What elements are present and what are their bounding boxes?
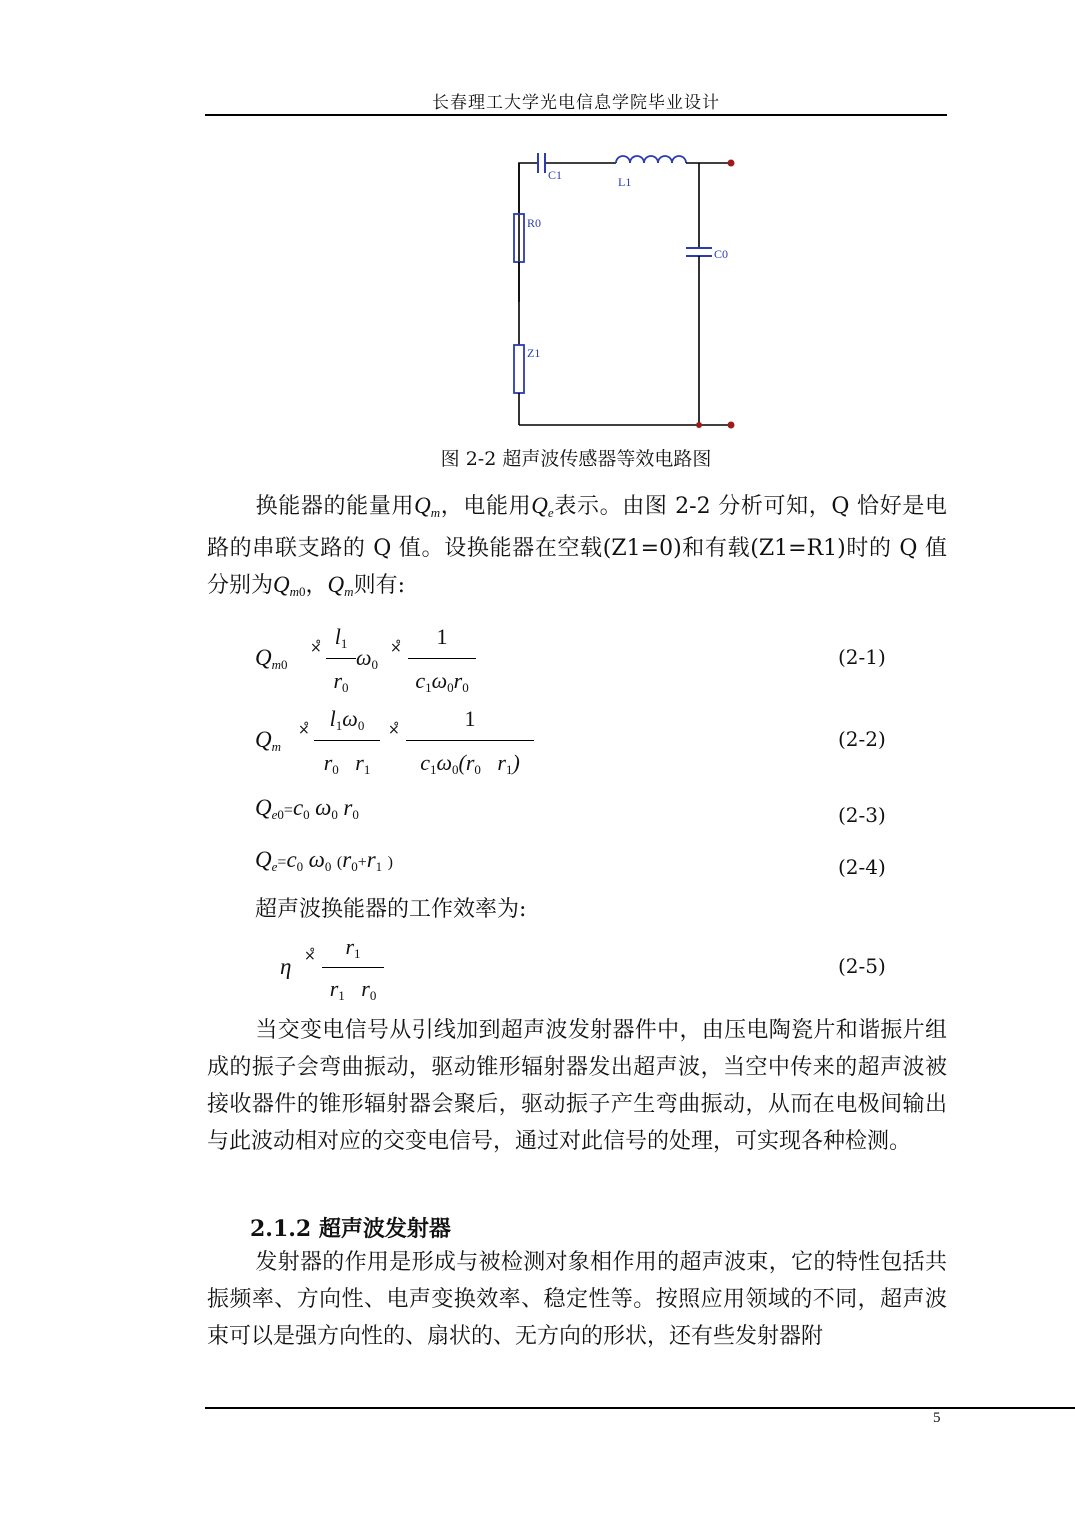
symbol-qm: $Q_m$: [414, 493, 441, 520]
label-z1: Z1: [527, 346, 541, 360]
equation-number-2-2: (2-2): [838, 727, 886, 751]
label-r0: R0: [527, 216, 542, 230]
paragraph-working-principle: [207, 1012, 947, 1160]
inductor-l1: [616, 156, 686, 163]
header-rule: [205, 114, 947, 116]
p1-text-3: 表示。由图 2-2 分析可知，Q 恰好是电路的串联支路的 Q 值。设换能器在空载(Z1=0)和有载(Z1=R1)时的 Q 值分别为: [207, 494, 947, 598]
efficiency-intro-text: 超声波换能器的工作效率为:: [255, 897, 527, 922]
symbol-qe: $Q_e$: [531, 493, 554, 520]
terminal-top: [728, 160, 735, 167]
terminal-bottom: [728, 422, 735, 429]
label-c0: C0: [714, 247, 729, 261]
equation-number-2-4: (2-4): [838, 855, 886, 879]
junction-bottom: [696, 422, 702, 428]
resistor-z1: [514, 345, 524, 393]
equation-number-2-1: (2-1): [838, 645, 886, 669]
symbol-qm0: $Q_m0$: [273, 572, 306, 599]
figure-caption: 图 2-2 超声波传感器等效电路图: [440, 448, 712, 470]
equation-number-2-3: (2-3): [838, 803, 886, 827]
page-number: 5: [933, 1410, 941, 1426]
footer-rule: [205, 1407, 1075, 1409]
page-header-title: 长春理工大学光电信息学院毕业设计: [432, 93, 720, 113]
section-heading: 2.1.2 超声波发射器: [250, 1216, 451, 1242]
wire-top-left: [519, 163, 537, 302]
paragraph-transmitter-text: 发射器的作用是形成与被检测对象相作用的超声波束，它的特性包括共振频率、方向性、电声变换效率、稳定性等。按照应用领域的不同，超声波束可以是强方向性的、扇状的、无方向的形状，还有些发射器附: [207, 1250, 947, 1349]
p1-text-2: ，电能用: [440, 494, 532, 519]
p1-text-5: 则有:: [353, 573, 405, 598]
p1-text-4: ，: [305, 573, 328, 598]
paragraph-transmitter: [207, 1244, 947, 1355]
p1-text-1: 换能器的能量用: [255, 494, 415, 519]
equation-number-2-5: (2-5): [838, 954, 886, 978]
label-c1: C1: [548, 168, 563, 182]
paragraph-q-definition: [207, 488, 947, 610]
label-l1: L1: [618, 175, 632, 189]
symbol-qm-2: $Q_m$: [327, 572, 354, 599]
circuit-diagram: [490, 140, 750, 440]
paragraph-working-principle-text: 当交变电信号从引线加到超声波发射器件中，由压电陶瓷片和谐振片组成的振子会弯曲振动，驱动锥形辐射器发出超声波，当空中传来的超声波被接收器件的锥形辐射器会聚后，驱动振子产生弯曲振动，从而在电极间输出与此波动相对应的交变电信号，通过对此信号的处理，可实现各种检测。: [207, 1018, 947, 1154]
efficiency-intro: [207, 892, 947, 928]
